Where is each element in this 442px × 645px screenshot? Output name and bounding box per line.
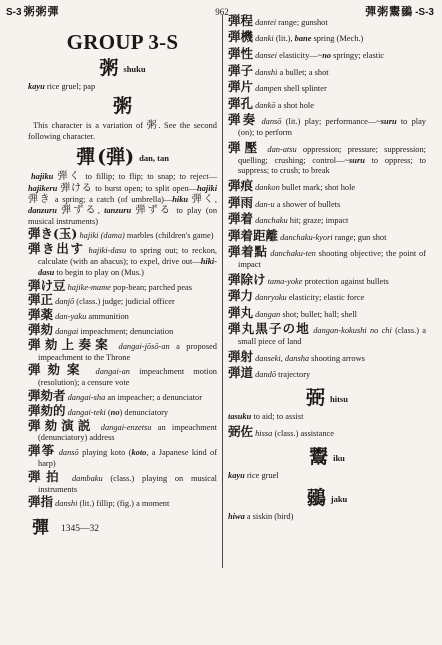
compound-gloss	[282, 310, 357, 319]
compound-entry	[228, 423, 426, 440]
gloss-text: ,	[214, 194, 218, 204]
character-head-jaku	[228, 487, 426, 511]
compound-entry	[228, 348, 426, 365]
character-head-hitsu	[228, 387, 426, 411]
inline-kanji: 弾き	[28, 193, 52, 205]
inline-reading: hajikeru	[28, 183, 58, 193]
inline-reading: koto	[131, 448, 147, 458]
gloss-text: shell splinter	[283, 84, 327, 94]
inline-kanji: 弾く	[57, 171, 82, 183]
inline-reading: suru	[349, 155, 365, 165]
headword-character: 鬻	[309, 445, 329, 468]
inline-reading: hiku	[172, 194, 189, 204]
compound-reading: danshi	[255, 67, 278, 77]
gloss-text: a shot hole	[277, 100, 314, 110]
gloss-text: shot; bullet; ball; shell	[282, 309, 357, 319]
compound-kanji: 弾き(玉)	[28, 226, 78, 242]
gloss-text: (class.) assistance	[274, 428, 334, 438]
compound-reading: danryoku	[255, 293, 287, 303]
compound-reading: dangai-an	[95, 367, 130, 377]
character-head-iku	[228, 446, 426, 470]
compound-entry	[28, 277, 217, 294]
compound-reading: dangan-kokushi no chi	[313, 326, 392, 336]
headword-character: 粥	[99, 57, 119, 79]
inline-kanji: 弾ずる	[61, 205, 98, 216]
compound-reading: dangai-jōsō-an	[118, 341, 170, 351]
character-head-dan	[28, 146, 217, 170]
meaning-line	[228, 471, 426, 482]
compound-gloss	[108, 408, 168, 417]
compound-reading: dangan	[255, 309, 281, 319]
compound-gloss	[38, 474, 217, 494]
gloss-text: to play (on); to perform	[238, 117, 426, 138]
gloss-text: oppression; pressure; suppression; quelling; crushing; control—~	[238, 144, 426, 165]
gloss-text: to burst open; to split open—	[92, 183, 198, 193]
left-column	[28, 28, 217, 539]
compound-list-continued	[228, 12, 427, 381]
gloss-text: ) denunciatory	[119, 407, 169, 417]
compound-kanji: 弾奏	[228, 112, 258, 128]
headword-character: 彈	[76, 146, 96, 169]
compound-entry	[28, 362, 217, 389]
compound-kanji: 弾雨	[228, 194, 254, 210]
inline-kanji: 弾く	[191, 193, 215, 205]
meaning-line	[228, 512, 426, 523]
gloss-text: (lit.),	[275, 34, 295, 44]
gloss-text: spring (Mech.)	[311, 34, 364, 44]
compound-reading: dan-u	[255, 199, 275, 209]
compound-kanji: 弾射	[228, 348, 254, 364]
headword-character: 鶸	[306, 487, 326, 510]
meaning-line	[28, 82, 217, 93]
compound-reading: danchaku	[255, 216, 288, 226]
meaning-gloss: rice gruel; pap	[46, 82, 96, 91]
compound-reading: dampen	[255, 84, 282, 94]
compound-gloss	[80, 499, 170, 508]
compound-kanji: 弾拍	[28, 468, 65, 484]
gloss-text: (lit.) fillip; (fig.) a moment	[79, 499, 170, 509]
compound-gloss	[280, 68, 329, 77]
compound-kanji: 弾片	[228, 79, 254, 95]
footer-character: 彈	[32, 518, 49, 539]
headword-reading: shuku	[123, 64, 146, 74]
compound-gloss	[76, 297, 174, 306]
compound-reading: danchaku-kyori	[280, 232, 333, 242]
compound-kanji: 弾機	[228, 29, 254, 45]
gloss-text: (class.) a small piece of land	[238, 326, 427, 347]
gloss-text: a spring; a catch (of umbrella)—	[51, 194, 173, 204]
meaning-word: kayu	[228, 470, 245, 480]
compound-kanji: 弾道	[228, 365, 254, 381]
compound-kanji: 弾け豆	[28, 277, 66, 293]
column-divider	[222, 15, 223, 568]
gloss-text: elasticity; elastic force	[288, 293, 365, 303]
headword-reading: iku	[333, 452, 345, 463]
compound-gloss	[107, 393, 202, 402]
compound-entry	[228, 288, 426, 304]
gloss-text: springy; elastic	[331, 50, 385, 60]
gloss-text: pop-bean; parched peas	[112, 282, 193, 292]
compound-entry	[28, 307, 217, 323]
compound-entry	[228, 304, 426, 321]
compound-gloss	[80, 327, 173, 336]
compound-reading: hajiki-dasu	[88, 246, 127, 256]
gloss-text: This character is a variation of	[33, 120, 147, 130]
footer-code: 1345—32	[61, 524, 99, 535]
meaning-word: hiwa	[228, 512, 245, 522]
page-footer	[28, 518, 217, 539]
compound-reading: danki	[255, 34, 274, 44]
gloss-text: an impeachment (denunciatory) address	[38, 422, 217, 443]
compound-kanji: 弾孔	[228, 95, 254, 111]
gloss-text: an impeacher; a denunciator	[107, 392, 203, 402]
inline-kanji: 弾ずる	[135, 205, 173, 216]
gloss-text: elasticity—~	[279, 50, 323, 60]
compound-gloss	[289, 293, 364, 302]
gloss-text: bullet mark; shot hole	[281, 182, 356, 192]
headword-reading: jaku	[330, 494, 348, 505]
compound-reading: dangai-teki	[67, 407, 106, 417]
page-number: 962	[215, 7, 229, 17]
compound-entry	[228, 62, 426, 79]
compound-entry	[228, 29, 426, 45]
compound-kanji: 弾着點	[228, 244, 268, 260]
compound-kanji: 弾正	[28, 292, 54, 308]
compound-gloss	[277, 200, 341, 209]
gloss-text: ammunition	[88, 312, 129, 322]
compound-reading: dambaku	[71, 473, 103, 483]
gloss-text: range; gun shot	[334, 232, 387, 242]
gloss-text: protection against bullets	[304, 276, 389, 286]
compound-entry	[28, 241, 217, 278]
gloss-text: to play (on musical instruments)	[28, 206, 218, 227]
compound-entry	[28, 468, 218, 496]
gloss-text: shooting arrows	[311, 353, 365, 363]
compound-kanji: 弾劾演説	[28, 417, 95, 433]
compound-reading: dansō	[261, 117, 282, 127]
gloss-text: . See the second following character.	[28, 120, 217, 141]
inline-reading: hajiki	[197, 183, 218, 193]
compound-reading: dankon	[255, 182, 280, 192]
inline-reading: tanzuru	[104, 206, 132, 215]
gloss-text: playing koto (	[82, 448, 132, 458]
gloss-text: a proposed impeachment to the Throne	[38, 341, 217, 362]
inline-reading: hajiku	[31, 172, 54, 182]
inline-reading: no	[322, 50, 332, 60]
meaning-word: kayu	[28, 82, 45, 91]
inline-kanji: 弾ける	[60, 182, 93, 194]
compound-gloss	[278, 370, 310, 379]
compound-entry	[228, 45, 426, 62]
compound-entry	[228, 112, 426, 139]
meaning-gloss: rice gruel	[246, 470, 279, 480]
gloss-text: impeachment; denunciation	[80, 326, 174, 336]
gloss-text: (class.) playing on musical instruments	[38, 473, 218, 494]
gloss-text: to fillip; to flip; to snap; to reject—	[81, 172, 218, 182]
compound-gloss	[278, 101, 314, 110]
compound-reading: dansei	[255, 50, 277, 60]
inline-reading: hiki-dasu	[38, 257, 217, 277]
gloss-text: , a Japanese kind of harp)	[38, 448, 217, 468]
compound-kanji: 弾指	[28, 494, 54, 510]
compound-kanji: 弾除け	[228, 271, 266, 287]
compound-kanji: 弾性	[228, 45, 254, 61]
compound-gloss	[279, 51, 384, 60]
compound-reading: danshi	[55, 499, 78, 509]
compound-reading: dandō	[255, 370, 277, 380]
meaning-gloss: a siskin (bird)	[246, 512, 294, 522]
compound-reading: danchaku-ten	[270, 249, 316, 259]
gloss-text: to spring out; to reckon, calculate (with an abacus); to expel, drive out—	[38, 246, 217, 266]
compound-gloss	[305, 277, 389, 286]
header-left-characters: 粥粥彈	[23, 5, 60, 18]
compound-entry	[228, 139, 426, 177]
compound-entry	[28, 336, 217, 364]
compound-entry	[228, 271, 426, 288]
header-right-code: -S-3	[415, 7, 434, 18]
compound-kanji: 弾程	[228, 12, 254, 28]
compound-kanji: 弾丸黒子の地	[228, 321, 310, 337]
compound-entry	[228, 79, 426, 95]
compound-entry	[228, 12, 426, 29]
compound-kanji: 弾劾案	[28, 362, 87, 378]
compound-kanji: 弾着	[228, 211, 254, 227]
compound-entry	[228, 194, 426, 211]
compound-reading: dangai-enzetsu	[100, 422, 152, 432]
compound-reading: dankō	[255, 100, 276, 110]
compound-gloss	[282, 183, 355, 192]
gloss-text: a shower of bullets	[276, 199, 341, 209]
gloss-text: to oppress; to suppress; to crush; to break	[238, 155, 426, 176]
meaning-gloss: to aid; to assist	[253, 412, 304, 422]
group-title: GROUP 3-S	[66, 30, 179, 54]
header-right-characters: 彈粥鬻鶸	[365, 5, 414, 18]
compound-reading: dangai	[55, 326, 79, 336]
headword-character: 粥	[112, 94, 132, 117]
compound-kanji: 弾壓	[228, 139, 262, 155]
compound-kanji: 弾劾者	[28, 387, 66, 403]
compound-reading: dan-atsu	[267, 144, 297, 154]
compound-kanji: 弾痕	[228, 177, 254, 193]
compound-kanji: 弾劾上奏案	[28, 336, 113, 352]
compound-entry	[228, 244, 426, 271]
compound-entry	[228, 321, 427, 348]
compound-entry	[28, 443, 217, 470]
compound-reading: tama-yoke	[267, 276, 303, 286]
gloss-text: shooting objective; the point of impact	[238, 249, 426, 270]
compound-gloss	[311, 354, 365, 363]
character-head-variant	[28, 95, 217, 119]
compound-kanji: 弾劾的	[28, 402, 66, 418]
compound-list	[228, 423, 426, 440]
headword-character: 弼	[306, 387, 326, 410]
compound-kanji: 弾丸	[228, 304, 254, 320]
compound-gloss	[127, 231, 214, 240]
header-left-code: S-3	[6, 7, 22, 18]
compound-entry	[228, 211, 426, 227]
compound-reading: danseki, dansha	[255, 353, 310, 363]
inline-reading: bane	[294, 34, 312, 44]
compound-gloss	[290, 216, 349, 225]
compound-reading: hajike-mame	[67, 282, 111, 292]
gloss-text: (	[107, 407, 111, 417]
compound-gloss	[88, 312, 128, 321]
compound-gloss	[274, 429, 334, 438]
meaning-line	[228, 412, 426, 423]
inline-reading: no	[110, 407, 120, 417]
compound-kanji: 弾着距離	[228, 227, 279, 243]
meaning-word: tasuku	[228, 412, 252, 422]
gloss-text: range; gunshot	[278, 17, 328, 27]
compound-entry	[28, 417, 217, 445]
compound-reading: hissa	[255, 428, 273, 438]
compound-entry	[28, 494, 217, 510]
compound-reading: hajiki (dama)	[79, 231, 125, 241]
inline-kanji: 粥	[146, 119, 159, 131]
right-column	[228, 12, 426, 525]
gloss-text: impeachment motion (resolution); a censure vote	[38, 367, 217, 388]
compound-gloss	[335, 233, 387, 242]
compound-kanji: 弾力	[228, 288, 254, 304]
gloss-text: ,	[97, 206, 105, 215]
headword-reading: hitsu	[330, 394, 348, 405]
headword-definition	[28, 171, 217, 227]
gloss-text: (lit.) play; performance—~	[285, 117, 381, 127]
gloss-text: to begin to play on (Mus.)	[54, 267, 144, 277]
compound-entry	[228, 365, 426, 381]
compound-kanji: 弾筝	[28, 443, 56, 459]
compound-kanji: 弾薬	[28, 307, 54, 323]
compound-gloss	[284, 84, 327, 93]
gloss-text: a bullet; a shot	[279, 67, 329, 77]
compound-entry	[228, 227, 426, 244]
headword-reading: dan, tan	[139, 153, 169, 164]
header-left	[6, 4, 62, 21]
compound-entry	[228, 177, 426, 194]
compound-reading: dangai-sha	[67, 392, 106, 402]
compound-reading: danjō	[55, 297, 75, 307]
gloss-text: hit; graze; impact	[289, 216, 349, 226]
inline-reading: danzuru	[28, 206, 57, 215]
gloss-text: marbles (children's game)	[126, 231, 214, 241]
compound-kanji: 弾き出す	[28, 241, 85, 257]
compound-gloss	[113, 283, 192, 292]
headword-alternate-form: (弾)	[97, 146, 135, 169]
compound-kanji: 弾劾	[28, 321, 54, 337]
gloss-text: (class.) judge; judicial officer	[76, 297, 175, 307]
compound-gloss	[276, 34, 363, 43]
compound-entry	[28, 292, 217, 308]
gloss-text: trajectory	[278, 370, 311, 380]
compound-reading: dan-yaku	[55, 312, 87, 322]
compound-reading: dantei	[255, 17, 277, 27]
compound-entry	[228, 95, 426, 112]
compound-gloss	[278, 18, 328, 27]
compound-kanji: 弾子	[228, 62, 254, 78]
variant-note	[28, 121, 217, 143]
inline-reading: suru	[380, 117, 397, 127]
character-head-shuku	[28, 57, 217, 81]
compound-kanji: 弼佐	[228, 423, 254, 439]
compound-list	[28, 226, 218, 510]
compound-reading: dansō	[58, 448, 79, 458]
